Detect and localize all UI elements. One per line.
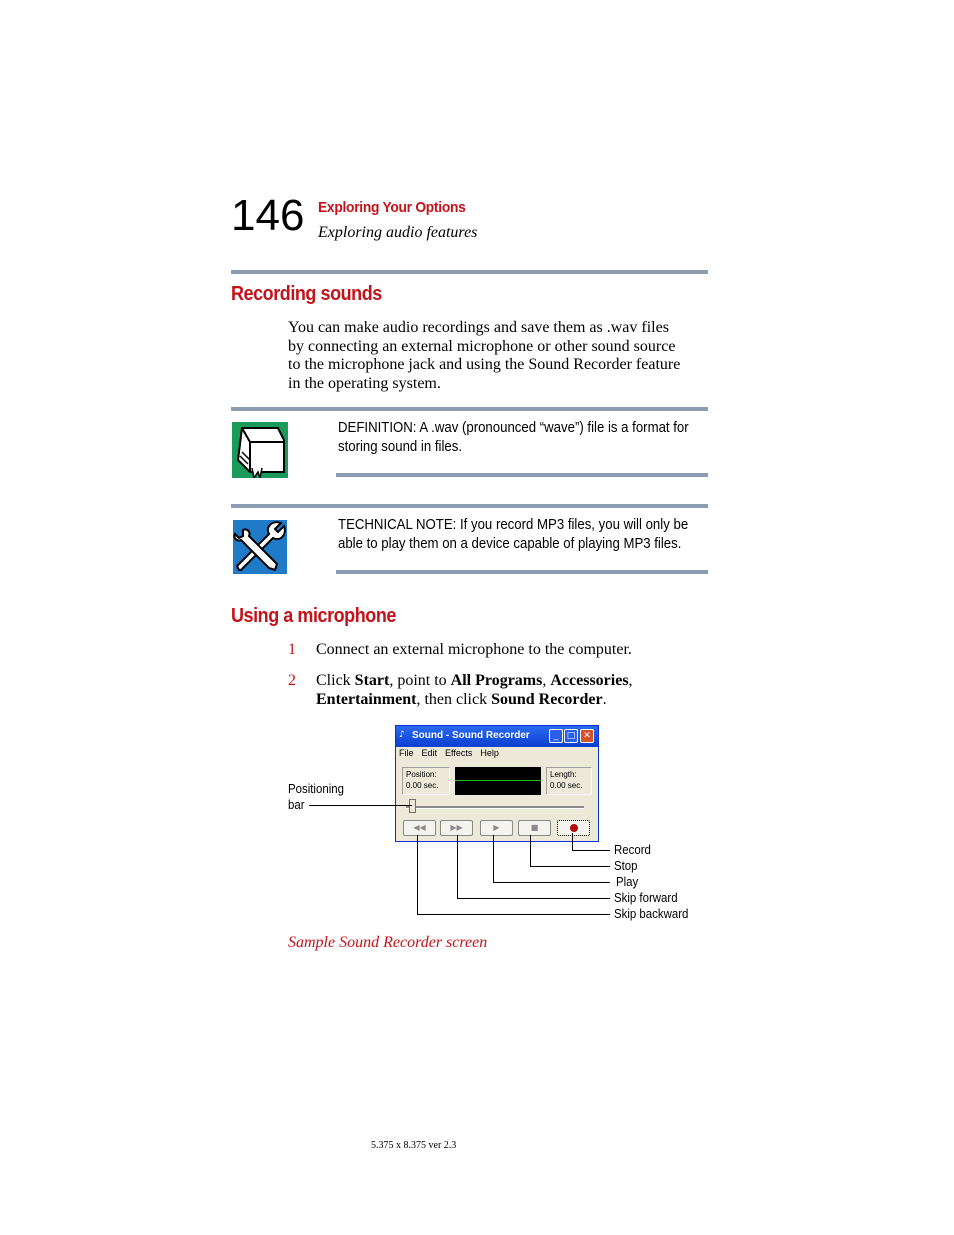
callout-skip-backward: Skip backward [614,906,689,921]
menu-term: Entertainment [316,690,417,708]
skip-forward-button[interactable] [440,820,473,836]
menu-term: Sound Recorder [491,690,603,708]
callout-skip-forward: Skip forward [614,890,678,905]
menu-term: Accessories [550,672,629,689]
leader-line [457,835,458,898]
menu-bar [399,748,507,758]
note-line: able to play them on a device capable of playing MP3 files. [338,535,682,552]
leader-line [572,850,610,851]
step-text: Connect an external microphone to the computer. [316,641,632,658]
leader-line [530,866,610,867]
note-top-rule [231,407,708,411]
skip-backward-button[interactable] [403,820,436,836]
menu-help[interactable]: Help [480,748,499,758]
step-text [316,672,633,709]
waveform-display [455,767,541,795]
stop-button[interactable] [518,820,551,836]
menu-term: Start [354,672,390,689]
leader-line [417,835,418,914]
page-number: 146 [231,191,305,240]
positioning-thumb[interactable] [409,799,416,813]
record-button[interactable] [557,820,590,836]
callout-play: Play [616,874,639,889]
sound-recorder-window [395,725,599,842]
menu-term: All Programs [450,672,543,689]
paragraph-line: to the microphone jack and using the Sound Recorder feature [288,356,681,373]
speaker-icon: ♪ [399,730,405,740]
positioning-bar[interactable] [406,806,584,809]
play-button[interactable] [480,820,513,836]
section-rule [231,270,708,274]
book-icon [232,422,288,478]
recording-sounds-paragraph [288,319,718,393]
leader-line [309,805,412,806]
position-label: Position: [406,770,437,779]
note-line: DEFINITION: A .wav (pronounced “wave”) file is a format for [338,419,689,436]
skip-backward-icon: ◀◀ [413,823,426,832]
minimize-icon[interactable]: _ [549,729,563,743]
callout-positioning-bar [288,781,344,813]
leader-line [457,898,610,899]
figure-caption: Sample Sound Recorder screen [288,934,488,951]
chapter-title: Exploring Your Options [318,199,466,216]
step-line [316,672,633,691]
skip-forward-icon: ▶▶ [450,823,463,832]
length-label: Length: [550,770,577,779]
text: , [542,672,551,689]
title-bar[interactable] [396,726,598,747]
position-value: 0.00 sec. [406,781,439,790]
callout-line: Positioning [288,781,344,796]
paragraph-line: You can make audio recordings and save them as .wav files [288,319,669,336]
length-value: 0.00 sec. [550,781,583,790]
section-title: Exploring audio features [318,224,478,241]
step-number: 2 [288,672,296,689]
note-line: TECHNICAL NOTE: If you record MP3 files, you will only be [338,516,689,533]
text: , point to [389,672,451,689]
menu-effects[interactable]: Effects [445,748,473,758]
recording-sounds-heading: Recording sounds [231,283,382,305]
leader-line [417,914,610,915]
note-bottom-rule [336,570,708,574]
menu-edit[interactable]: Edit [421,748,438,758]
position-readout [402,767,450,795]
technical-note-text [338,515,688,553]
waveform-line [455,780,541,781]
menu-file[interactable]: File [399,748,414,758]
length-readout [546,767,592,795]
leader-line [493,835,494,882]
paragraph-line: by connecting an external microphone or other sound source [288,337,676,355]
leader-line [493,882,610,883]
callout-line: bar [288,797,305,812]
maximize-icon[interactable]: □ [564,729,578,743]
note-line: storing sound in files. [338,438,463,455]
record-icon [570,824,578,832]
text: , then click [416,690,492,708]
callout-stop: Stop [614,858,638,873]
stop-icon: ■ [530,823,539,832]
text: , [628,672,633,689]
close-icon[interactable]: ✕ [580,729,594,743]
callout-record: Record [614,842,651,857]
window-title: Sound - Sound Recorder [412,730,530,741]
step-number: 1 [288,641,296,658]
text: Click [316,672,355,689]
wrench-icon [233,520,287,574]
paragraph-line: in the operating system. [288,374,441,392]
note-top-rule [231,504,708,508]
play-icon: ▶ [493,823,500,832]
leader-line [572,833,573,850]
leader-line [530,835,531,866]
definition-note-text [338,418,689,456]
note-bottom-rule [336,473,708,477]
text: . [602,690,607,708]
using-microphone-heading: Using a microphone [231,605,396,627]
page-footer: 5.375 x 8.375 ver 2.3 [371,1140,457,1151]
step-line [316,691,633,710]
